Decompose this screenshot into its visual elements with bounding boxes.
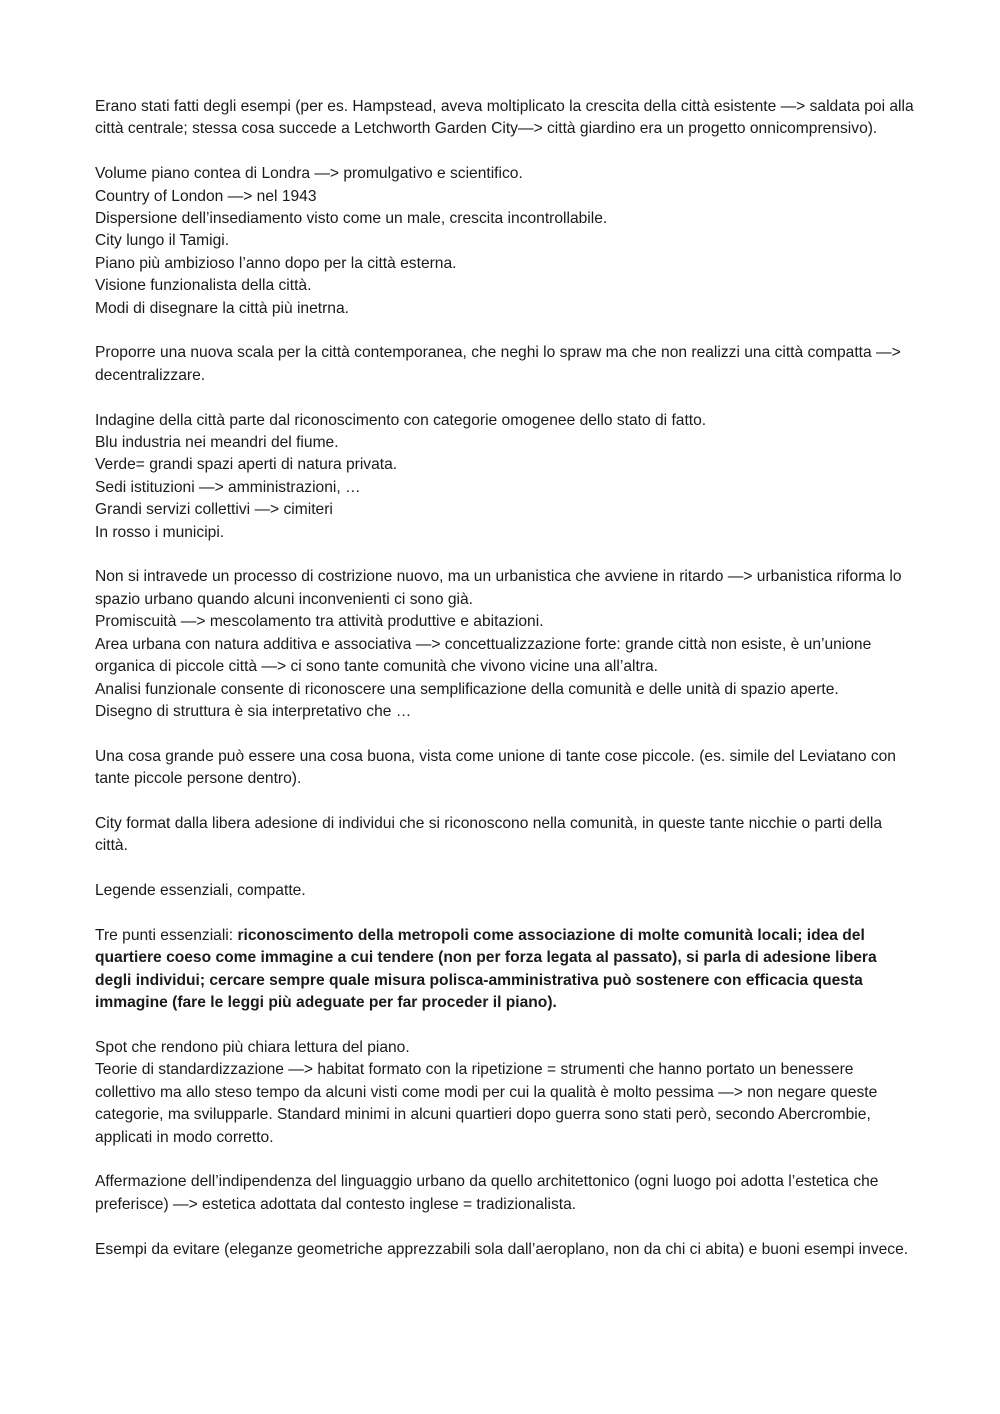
text-line: City lungo il Tamigi. [95,232,230,250]
paragraph [95,410,915,544]
text-line: Dispersione dell’insediamento visto come un male, crescita incontrollabile. [95,210,608,228]
paragraph-key-points [95,925,915,1015]
paragraph [95,163,915,320]
paragraph [95,1239,915,1261]
paragraph [95,880,915,902]
text-line: Country of London —> nel 1943 [95,187,317,205]
text-line: Promiscuità —> mescolamento tra attività produttive e abitazioni. [95,613,544,631]
text-line: Affermazione dell’indipendenza del linguaggio urbano da quello architettonico (ogni luogo poi adotta l’estetica che preferisce) —> estetica adottata dal contesto inglese = tradizionalista. [95,1173,879,1213]
text-line: Una cosa grande può essere una cosa buona, vista come unione di tante cose piccole. (es. simile del Leviatano con tante piccole persone dentro). [95,747,896,788]
text-line: Analisi funzionale consente di riconoscere una semplificazione della comunità e delle unità di spazio aperte. [95,680,839,698]
paragraph [95,566,915,723]
text-line: City format dalla libera adesione di individui che si riconoscono nella comunità, in queste tante nicchie o parti della città. [95,814,883,855]
text-line: Teorie di standardizzazione —> habitat formato con la ripetizione = strumenti che hanno portato un benessere collettivo ma allo steso tempo da alcuni visti come modi per cui la qualità è molto pessima —> non negare queste categorie, ma svilupparle. Standard minimi in alcuni quartieri dopo guerra sono stati però, secondo Abercrombie, applicati in modo corretto. [95,1061,878,1146]
paragraph [95,1171,915,1216]
text-line: Piano più ambizioso l’anno dopo per la città esterna. [95,254,457,272]
text-line: Verde= grandi spazi aperti di natura privata. [95,456,398,474]
text-line: Modi di disegnare la città più inetrna. [95,299,349,317]
key-points-bold-text: riconoscimento della metropoli come associazione di molte comunità locali; idea del quartiere coeso come immagine a cui tendere (non per forza legata al passato), si parla di adesione libera degli individui; cercare sempre quale misura polisca-amministrativa può sostenere con efficacia questa immagine (fare le leggi più adeguate per far proceder il piano). [95,926,877,1012]
text-line: Esempi da evitare (eleganze geometriche apprezzabili sola dall’aeroplano, non da chi ci abita) e buoni esempi invece. [95,1240,909,1258]
text-line: Sedi istituzioni —> amministrazioni, … [95,478,361,496]
text-line: In rosso i municipi. [95,523,225,541]
paragraph [95,96,915,141]
text-line: Disegno di struttura è sia interpretativo che … [95,702,412,720]
text-line: Non si intravede un processo di costrizione nuovo, ma un urbanistica che avviene in ritardo —> urbanistica riforma lo spazio urbano quando alcuni inconvenienti ci sono già. [95,568,902,608]
text-line: Indagine della città parte dal riconoscimento con categorie omogenee dello stato di fatto. [95,411,707,429]
paragraph [95,813,915,858]
text-line: Proporre una nuova scala per la città contemporanea, che neghi lo spraw ma che non realizzi una città compatta —> decentralizzare. [95,344,901,384]
text-line: Visione funzionalista della città. [95,277,312,295]
paragraph [95,342,915,387]
document-body [95,96,915,1283]
text-line: Volume piano contea di Londra —> promulgativo e scientifico. [95,165,523,183]
text-line: Area urbana con natura additiva e associativa —> concettualizzazione forte: grande città non esiste, è un’unione organica di piccole città —> ci sono tante comunità che vivono vicine una all’altra. [95,635,872,676]
text-line: Grandi servizi collettivi —> cimiteri [95,501,333,519]
text-line: Erano stati fatti degli esempi (per es. Hampstead, aveva moltiplicato la crescita della città esistente —> saldata poi alla città centrale; stessa cosa succede a Letchworth Garden City—> città giardino era un progetto onnicomprensivo). [95,98,914,138]
key-points-intro: Tre punti essenziali: [95,926,238,944]
text-line: Spot che rendono più chiara lettura del piano. [95,1038,410,1056]
paragraph [95,1037,915,1149]
text-line: Legende essenziali, compatte. [95,882,306,900]
paragraph [95,746,915,791]
text-line: Blu industria nei meandri del fiume. [95,434,339,452]
